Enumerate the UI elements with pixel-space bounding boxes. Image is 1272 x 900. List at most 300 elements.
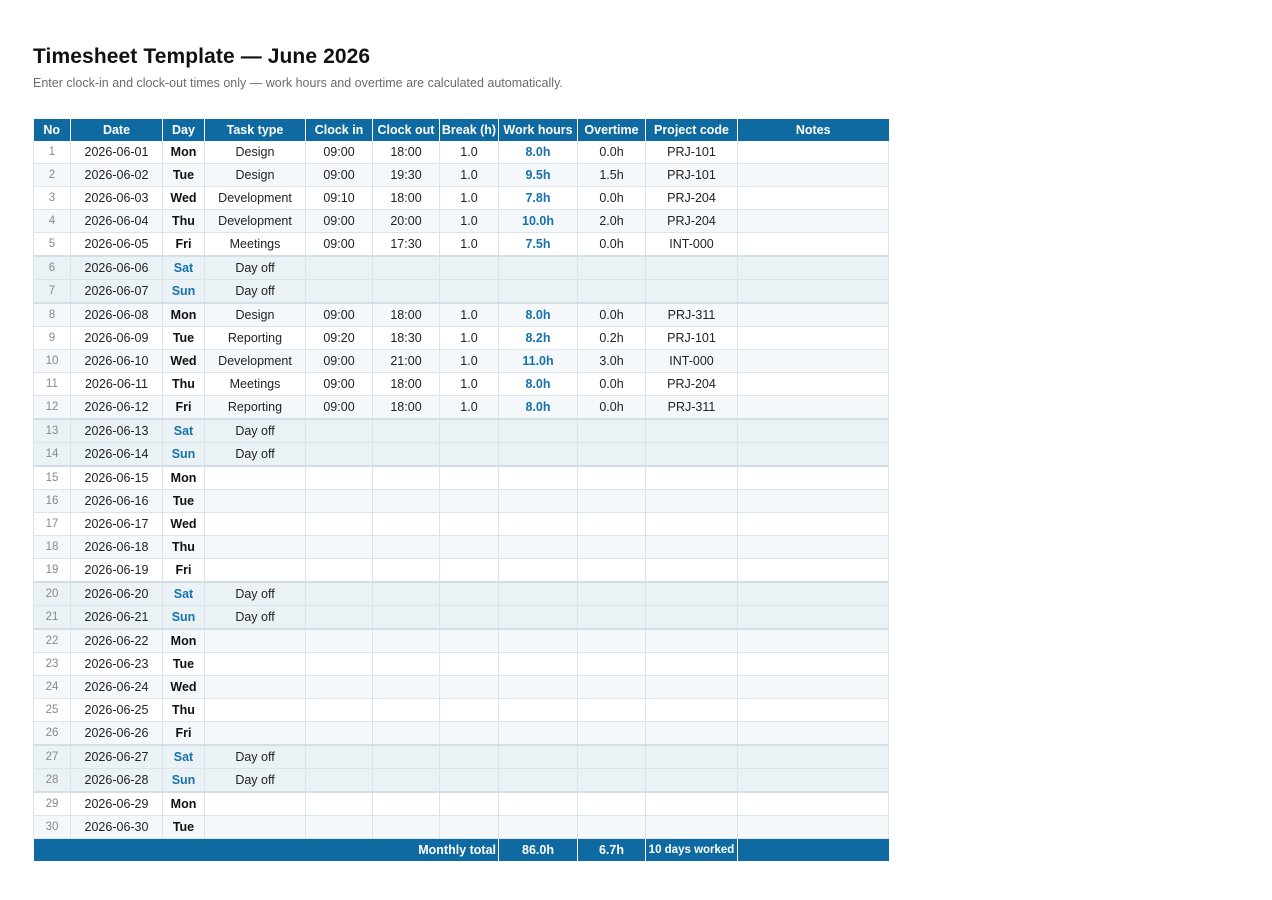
- cell-project-code[interactable]: PRJ-204: [646, 373, 738, 396]
- cell-clock-out[interactable]: [373, 769, 440, 793]
- cell-clock-out[interactable]: 18:30: [373, 327, 440, 350]
- cell-clock-out[interactable]: 17:30: [373, 233, 440, 257]
- cell-day[interactable]: Sun: [163, 606, 205, 630]
- cell-clock-out[interactable]: [373, 256, 440, 280]
- cell-task-type[interactable]: Meetings: [205, 233, 306, 257]
- cell-break[interactable]: [440, 699, 499, 722]
- cell-notes[interactable]: [738, 745, 889, 769]
- cell-no[interactable]: 15: [34, 466, 71, 490]
- cell-date[interactable]: 2026-06-04: [71, 210, 163, 233]
- cell-clock-in[interactable]: [306, 280, 373, 304]
- cell-no[interactable]: 2: [34, 164, 71, 187]
- cell-project-code[interactable]: [646, 536, 738, 559]
- cell-notes[interactable]: [738, 466, 889, 490]
- cell-work-hours: 7.5h: [499, 233, 578, 257]
- cell-clock-out[interactable]: [373, 792, 440, 816]
- cell-date[interactable]: 2026-06-23: [71, 653, 163, 676]
- cell-project-code[interactable]: [646, 490, 738, 513]
- cell-notes[interactable]: [738, 419, 889, 443]
- table-row: [34, 303, 889, 327]
- cell-overtime: [578, 443, 646, 467]
- cell-break[interactable]: 1.0: [440, 141, 499, 164]
- cell-clock-in[interactable]: [306, 582, 373, 606]
- cell-date[interactable]: 2026-06-06: [71, 256, 163, 280]
- table-row: [34, 256, 889, 280]
- cell-notes[interactable]: [738, 210, 889, 233]
- cell-work-hours: [499, 513, 578, 536]
- cell-clock-in[interactable]: 09:00: [306, 210, 373, 233]
- cell-date[interactable]: 2026-06-15: [71, 466, 163, 490]
- cell-work-hours: [499, 490, 578, 513]
- cell-task-type[interactable]: Day off: [205, 443, 306, 467]
- cell-break[interactable]: [440, 722, 499, 746]
- cell-break[interactable]: 1.0: [440, 350, 499, 373]
- cell-break[interactable]: [440, 419, 499, 443]
- cell-date[interactable]: 2026-06-18: [71, 536, 163, 559]
- cell-clock-in[interactable]: [306, 653, 373, 676]
- cell-task-type[interactable]: [205, 676, 306, 699]
- cell-notes[interactable]: [738, 141, 889, 164]
- cell-clock-in[interactable]: [306, 745, 373, 769]
- cell-day[interactable]: Fri: [163, 722, 205, 746]
- cell-clock-out[interactable]: [373, 536, 440, 559]
- cell-no[interactable]: 30: [34, 816, 71, 839]
- cell-date[interactable]: 2026-06-29: [71, 792, 163, 816]
- cell-break[interactable]: 1.0: [440, 373, 499, 396]
- cell-no[interactable]: 3: [34, 187, 71, 210]
- cell-date[interactable]: 2026-06-26: [71, 722, 163, 746]
- cell-no[interactable]: 7: [34, 280, 71, 304]
- cell-notes[interactable]: [738, 722, 889, 746]
- cell-date[interactable]: 2026-06-22: [71, 629, 163, 653]
- cell-clock-out[interactable]: 18:00: [373, 396, 440, 420]
- cell-project-code[interactable]: [646, 792, 738, 816]
- cell-day[interactable]: Fri: [163, 233, 205, 257]
- cell-task-type[interactable]: [205, 490, 306, 513]
- cell-notes[interactable]: [738, 559, 889, 583]
- cell-notes[interactable]: [738, 582, 889, 606]
- cell-break[interactable]: 1.0: [440, 327, 499, 350]
- cell-break[interactable]: [440, 443, 499, 467]
- totals-row: [34, 839, 889, 862]
- cell-break[interactable]: [440, 792, 499, 816]
- cell-task-type[interactable]: [205, 699, 306, 722]
- cell-work-hours: [499, 769, 578, 793]
- cell-overtime: 0.2h: [578, 327, 646, 350]
- cell-no[interactable]: 13: [34, 419, 71, 443]
- cell-clock-out[interactable]: [373, 816, 440, 839]
- cell-day[interactable]: Sun: [163, 280, 205, 304]
- cell-day[interactable]: Fri: [163, 396, 205, 420]
- cell-day[interactable]: Tue: [163, 327, 205, 350]
- cell-notes[interactable]: [738, 490, 889, 513]
- cell-no[interactable]: 6: [34, 256, 71, 280]
- cell-notes[interactable]: [738, 606, 889, 630]
- cell-project-code[interactable]: PRJ-101: [646, 141, 738, 164]
- cell-break[interactable]: [440, 513, 499, 536]
- table-row: [34, 653, 889, 676]
- cell-date[interactable]: 2026-06-24: [71, 676, 163, 699]
- cell-day[interactable]: Sat: [163, 582, 205, 606]
- cell-clock-out[interactable]: 18:00: [373, 141, 440, 164]
- cell-day[interactable]: Sat: [163, 419, 205, 443]
- cell-notes[interactable]: [738, 373, 889, 396]
- cell-date[interactable]: 2026-06-03: [71, 187, 163, 210]
- cell-no[interactable]: 10: [34, 350, 71, 373]
- cell-clock-in[interactable]: [306, 699, 373, 722]
- cell-clock-out[interactable]: [373, 629, 440, 653]
- cell-clock-in[interactable]: 09:00: [306, 303, 373, 327]
- cell-break[interactable]: [440, 745, 499, 769]
- cell-task-type[interactable]: [205, 466, 306, 490]
- cell-project-code[interactable]: INT-000: [646, 233, 738, 257]
- cell-task-type[interactable]: Reporting: [205, 396, 306, 420]
- cell-clock-out[interactable]: [373, 419, 440, 443]
- cell-break[interactable]: [440, 653, 499, 676]
- cell-notes[interactable]: [738, 629, 889, 653]
- cell-clock-in[interactable]: [306, 490, 373, 513]
- cell-clock-in[interactable]: 09:00: [306, 233, 373, 257]
- cell-no[interactable]: 12: [34, 396, 71, 420]
- cell-break[interactable]: [440, 582, 499, 606]
- cell-clock-out[interactable]: [373, 582, 440, 606]
- cell-day[interactable]: Mon: [163, 141, 205, 164]
- cell-task-type[interactable]: [205, 536, 306, 559]
- cell-overtime: 3.0h: [578, 350, 646, 373]
- table-row: [34, 327, 889, 350]
- cell-clock-in[interactable]: [306, 792, 373, 816]
- cell-clock-out[interactable]: [373, 606, 440, 630]
- cell-notes[interactable]: [738, 653, 889, 676]
- cell-date[interactable]: 2026-06-30: [71, 816, 163, 839]
- cell-clock-in[interactable]: [306, 816, 373, 839]
- cell-clock-out[interactable]: [373, 699, 440, 722]
- cell-clock-out[interactable]: [373, 280, 440, 304]
- cell-clock-out[interactable]: [373, 443, 440, 467]
- table-row: [34, 676, 889, 699]
- cell-break[interactable]: 1.0: [440, 187, 499, 210]
- cell-notes[interactable]: [738, 769, 889, 793]
- cell-task-type[interactable]: Day off: [205, 769, 306, 793]
- cell-clock-out[interactable]: [373, 466, 440, 490]
- table-row: [34, 769, 889, 793]
- cell-break[interactable]: 1.0: [440, 233, 499, 257]
- cell-task-type[interactable]: [205, 792, 306, 816]
- cell-notes[interactable]: [738, 350, 889, 373]
- cell-work-hours: [499, 629, 578, 653]
- table-row: [34, 490, 889, 513]
- cell-day[interactable]: Tue: [163, 653, 205, 676]
- cell-clock-in[interactable]: [306, 559, 373, 583]
- cell-no[interactable]: 8: [34, 303, 71, 327]
- cell-date[interactable]: 2026-06-07: [71, 280, 163, 304]
- cell-no[interactable]: 23: [34, 653, 71, 676]
- cell-notes[interactable]: [738, 792, 889, 816]
- timesheet: [33, 44, 831, 857]
- cell-break[interactable]: [440, 280, 499, 304]
- cell-notes[interactable]: [738, 233, 889, 257]
- cell-notes[interactable]: [738, 280, 889, 304]
- table-row: [34, 816, 889, 839]
- cell-date[interactable]: 2026-06-02: [71, 164, 163, 187]
- cell-project-code[interactable]: [646, 256, 738, 280]
- cell-no[interactable]: 11: [34, 373, 71, 396]
- cell-date[interactable]: 2026-06-28: [71, 769, 163, 793]
- cell-date[interactable]: 2026-06-12: [71, 396, 163, 420]
- cell-project-code[interactable]: [646, 419, 738, 443]
- cell-clock-in[interactable]: 09:00: [306, 373, 373, 396]
- cell-task-type[interactable]: Day off: [205, 256, 306, 280]
- cell-notes[interactable]: [738, 256, 889, 280]
- cell-work-hours: 9.5h: [499, 164, 578, 187]
- cell-project-code[interactable]: [646, 280, 738, 304]
- cell-no[interactable]: 28: [34, 769, 71, 793]
- cell-date[interactable]: 2026-06-09: [71, 327, 163, 350]
- cell-notes[interactable]: [738, 164, 889, 187]
- cell-no[interactable]: 27: [34, 745, 71, 769]
- cell-date[interactable]: 2026-06-19: [71, 559, 163, 583]
- cell-clock-in[interactable]: [306, 629, 373, 653]
- cell-task-type[interactable]: Development: [205, 187, 306, 210]
- cell-day[interactable]: Thu: [163, 699, 205, 722]
- cell-day[interactable]: Wed: [163, 187, 205, 210]
- cell-clock-out[interactable]: [373, 745, 440, 769]
- cell-project-code[interactable]: [646, 676, 738, 699]
- cell-task-type[interactable]: [205, 629, 306, 653]
- cell-clock-in[interactable]: [306, 513, 373, 536]
- cell-no[interactable]: 20: [34, 582, 71, 606]
- cell-day[interactable]: Mon: [163, 466, 205, 490]
- cell-task-type[interactable]: Reporting: [205, 327, 306, 350]
- cell-project-code[interactable]: PRJ-101: [646, 164, 738, 187]
- cell-clock-in[interactable]: 09:00: [306, 164, 373, 187]
- cell-no[interactable]: 4: [34, 210, 71, 233]
- cell-project-code[interactable]: [646, 745, 738, 769]
- cell-no[interactable]: 19: [34, 559, 71, 583]
- cell-overtime: [578, 722, 646, 746]
- cell-date[interactable]: 2026-06-21: [71, 606, 163, 630]
- cell-task-type[interactable]: Design: [205, 164, 306, 187]
- cell-date[interactable]: 2026-06-14: [71, 443, 163, 467]
- cell-task-type[interactable]: [205, 722, 306, 746]
- header-row: [34, 119, 889, 141]
- cell-no[interactable]: 26: [34, 722, 71, 746]
- cell-clock-out[interactable]: [373, 490, 440, 513]
- cell-clock-out[interactable]: [373, 513, 440, 536]
- cell-no[interactable]: 18: [34, 536, 71, 559]
- cell-no[interactable]: 5: [34, 233, 71, 257]
- cell-clock-out[interactable]: [373, 559, 440, 583]
- cell-no[interactable]: 14: [34, 443, 71, 467]
- cell-project-code[interactable]: [646, 653, 738, 676]
- cell-day[interactable]: Sat: [163, 256, 205, 280]
- cell-notes[interactable]: [738, 303, 889, 327]
- cell-task-type[interactable]: [205, 816, 306, 839]
- cell-project-code[interactable]: PRJ-204: [646, 187, 738, 210]
- cell-clock-in[interactable]: [306, 722, 373, 746]
- cell-project-code[interactable]: [646, 582, 738, 606]
- cell-break[interactable]: 1.0: [440, 303, 499, 327]
- cell-task-type[interactable]: Day off: [205, 606, 306, 630]
- cell-no[interactable]: 25: [34, 699, 71, 722]
- cell-date[interactable]: 2026-06-16: [71, 490, 163, 513]
- cell-clock-in[interactable]: 09:20: [306, 327, 373, 350]
- cell-task-type[interactable]: [205, 559, 306, 583]
- cell-no[interactable]: 1: [34, 141, 71, 164]
- table-row: [34, 745, 889, 769]
- cell-day[interactable]: Sun: [163, 443, 205, 467]
- cell-break[interactable]: [440, 466, 499, 490]
- cell-day[interactable]: Thu: [163, 536, 205, 559]
- cell-clock-in[interactable]: 09:00: [306, 350, 373, 373]
- cell-date[interactable]: 2026-06-08: [71, 303, 163, 327]
- cell-day[interactable]: Tue: [163, 164, 205, 187]
- cell-task-type[interactable]: [205, 653, 306, 676]
- cell-notes[interactable]: [738, 187, 889, 210]
- cell-task-type[interactable]: Development: [205, 210, 306, 233]
- cell-clock-out[interactable]: 21:00: [373, 350, 440, 373]
- cell-clock-in[interactable]: [306, 419, 373, 443]
- cell-task-type[interactable]: Day off: [205, 280, 306, 304]
- cell-project-code[interactable]: PRJ-101: [646, 327, 738, 350]
- cell-project-code[interactable]: PRJ-311: [646, 396, 738, 420]
- cell-clock-out[interactable]: [373, 722, 440, 746]
- cell-day[interactable]: Wed: [163, 676, 205, 699]
- cell-overtime: [578, 792, 646, 816]
- cell-task-type[interactable]: Design: [205, 141, 306, 164]
- cell-break[interactable]: [440, 769, 499, 793]
- cell-clock-in[interactable]: 09:00: [306, 141, 373, 164]
- cell-date[interactable]: 2026-06-27: [71, 745, 163, 769]
- cell-clock-in[interactable]: [306, 676, 373, 699]
- cell-date[interactable]: 2026-06-25: [71, 699, 163, 722]
- cell-date[interactable]: 2026-06-10: [71, 350, 163, 373]
- cell-notes[interactable]: [738, 443, 889, 467]
- cell-date[interactable]: 2026-06-05: [71, 233, 163, 257]
- cell-task-type[interactable]: Day off: [205, 582, 306, 606]
- cell-project-code[interactable]: [646, 629, 738, 653]
- cell-clock-in[interactable]: 09:00: [306, 396, 373, 420]
- table-row: [34, 419, 889, 443]
- cell-no[interactable]: 21: [34, 606, 71, 630]
- cell-no[interactable]: 9: [34, 327, 71, 350]
- cell-break[interactable]: 1.0: [440, 396, 499, 420]
- cell-clock-in[interactable]: 09:10: [306, 187, 373, 210]
- cell-clock-out[interactable]: 19:30: [373, 164, 440, 187]
- cell-date[interactable]: 2026-06-20: [71, 582, 163, 606]
- cell-task-type[interactable]: Design: [205, 303, 306, 327]
- cell-date[interactable]: 2026-06-17: [71, 513, 163, 536]
- cell-break[interactable]: [440, 559, 499, 583]
- cell-no[interactable]: 22: [34, 629, 71, 653]
- cell-notes[interactable]: [738, 699, 889, 722]
- cell-project-code[interactable]: [646, 816, 738, 839]
- cell-day[interactable]: Mon: [163, 629, 205, 653]
- table-row: [34, 582, 889, 606]
- col-header-notes: Notes: [738, 119, 889, 141]
- cell-day[interactable]: Wed: [163, 350, 205, 373]
- cell-break[interactable]: [440, 629, 499, 653]
- cell-day[interactable]: Wed: [163, 513, 205, 536]
- cell-date[interactable]: 2026-06-13: [71, 419, 163, 443]
- cell-no[interactable]: 16: [34, 490, 71, 513]
- cell-clock-out[interactable]: 18:00: [373, 373, 440, 396]
- cell-day[interactable]: Sat: [163, 745, 205, 769]
- cell-clock-in[interactable]: [306, 536, 373, 559]
- cell-clock-in[interactable]: [306, 256, 373, 280]
- cell-project-code[interactable]: [646, 513, 738, 536]
- cell-project-code[interactable]: [646, 443, 738, 467]
- cell-day[interactable]: Fri: [163, 559, 205, 583]
- cell-clock-in[interactable]: [306, 606, 373, 630]
- cell-day[interactable]: Thu: [163, 373, 205, 396]
- cell-work-hours: [499, 606, 578, 630]
- cell-clock-out[interactable]: 18:00: [373, 187, 440, 210]
- cell-project-code[interactable]: [646, 769, 738, 793]
- cell-task-type[interactable]: Development: [205, 350, 306, 373]
- cell-clock-out[interactable]: [373, 676, 440, 699]
- cell-clock-out[interactable]: 20:00: [373, 210, 440, 233]
- cell-break[interactable]: [440, 606, 499, 630]
- cell-project-code[interactable]: [646, 559, 738, 583]
- cell-break[interactable]: 1.0: [440, 210, 499, 233]
- cell-break[interactable]: 1.0: [440, 164, 499, 187]
- cell-clock-in[interactable]: [306, 443, 373, 467]
- cell-break[interactable]: [440, 676, 499, 699]
- cell-project-code[interactable]: [646, 466, 738, 490]
- cell-clock-out[interactable]: 18:00: [373, 303, 440, 327]
- cell-project-code[interactable]: [646, 722, 738, 746]
- cell-clock-in[interactable]: [306, 769, 373, 793]
- cell-day[interactable]: Thu: [163, 210, 205, 233]
- cell-day[interactable]: Tue: [163, 816, 205, 839]
- cell-task-type[interactable]: [205, 513, 306, 536]
- cell-notes[interactable]: [738, 816, 889, 839]
- cell-day[interactable]: Sun: [163, 769, 205, 793]
- cell-date[interactable]: 2026-06-11: [71, 373, 163, 396]
- cell-project-code[interactable]: PRJ-204: [646, 210, 738, 233]
- cell-day[interactable]: Tue: [163, 490, 205, 513]
- cell-no[interactable]: 17: [34, 513, 71, 536]
- cell-work-hours: [499, 722, 578, 746]
- cell-notes[interactable]: [738, 513, 889, 536]
- cell-break[interactable]: [440, 256, 499, 280]
- cell-break[interactable]: [440, 536, 499, 559]
- cell-task-type[interactable]: Meetings: [205, 373, 306, 396]
- total-work-hours: 86.0h: [499, 839, 578, 862]
- cell-notes[interactable]: [738, 396, 889, 420]
- cell-no[interactable]: 29: [34, 792, 71, 816]
- cell-project-code[interactable]: [646, 699, 738, 722]
- cell-project-code[interactable]: PRJ-311: [646, 303, 738, 327]
- cell-notes[interactable]: [738, 327, 889, 350]
- cell-break[interactable]: [440, 490, 499, 513]
- cell-clock-in[interactable]: [306, 466, 373, 490]
- cell-day[interactable]: Mon: [163, 792, 205, 816]
- cell-day[interactable]: Mon: [163, 303, 205, 327]
- cell-project-code[interactable]: INT-000: [646, 350, 738, 373]
- cell-notes[interactable]: [738, 536, 889, 559]
- cell-task-type[interactable]: Day off: [205, 745, 306, 769]
- cell-no[interactable]: 24: [34, 676, 71, 699]
- cell-break[interactable]: [440, 816, 499, 839]
- cell-task-type[interactable]: Day off: [205, 419, 306, 443]
- cell-date[interactable]: 2026-06-01: [71, 141, 163, 164]
- cell-notes[interactable]: [738, 676, 889, 699]
- cell-overtime: [578, 280, 646, 304]
- cell-clock-out[interactable]: [373, 653, 440, 676]
- cell-project-code[interactable]: [646, 606, 738, 630]
